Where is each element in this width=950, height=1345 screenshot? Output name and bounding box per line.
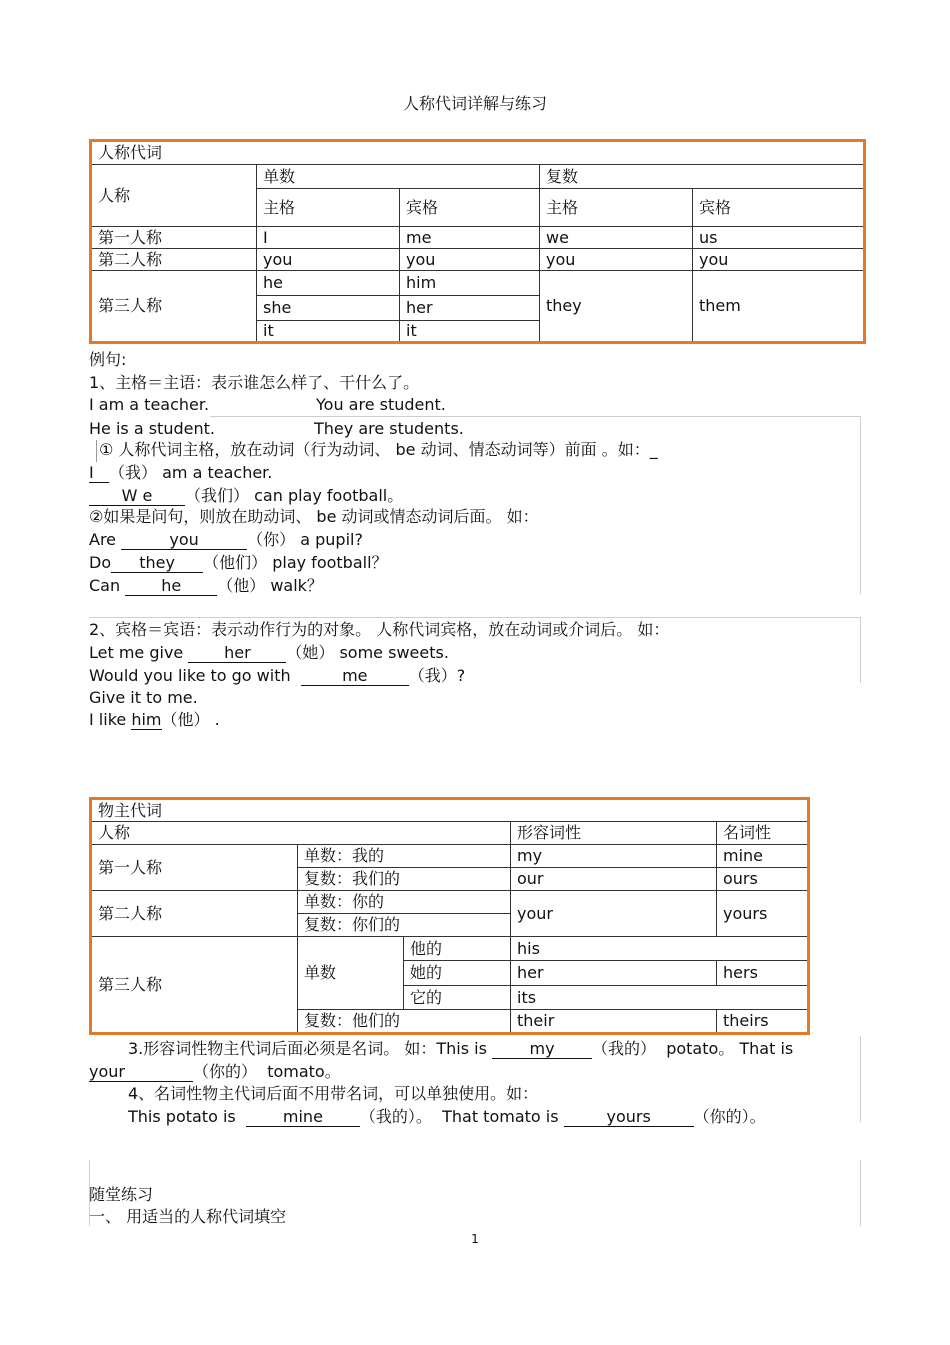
table-row: 第二人称 you you you you xyxy=(91,249,865,271)
table-row: 第一人称 单数：我的 my mine xyxy=(91,845,809,868)
subject-header: 主格 xyxy=(257,189,400,227)
example-sentence: He is a student. xyxy=(89,419,215,438)
example-sentence: I （我） am a teacher. xyxy=(89,463,273,482)
singular-header: 单数 xyxy=(257,165,540,189)
table-row: 第二人称 单数：你的 your yours xyxy=(91,891,809,914)
subject-rule-2: ②如果是问句，则放在助动词、 be 动词或情态动词后面。 如： xyxy=(89,507,539,526)
table-row: it it xyxy=(91,321,865,343)
personal-pronoun-table xyxy=(89,139,866,344)
page-number: 1 xyxy=(471,1232,479,1246)
possessive-pronoun-table xyxy=(89,797,810,1035)
adjective-header: 形容词性 xyxy=(511,822,717,845)
table-title: 物主代词 xyxy=(91,799,809,822)
example-sentence: Would you like to go with me （我）? xyxy=(89,666,466,685)
practice-item: 一、 用适当的人称代词填空 xyxy=(89,1207,287,1226)
answer-blank: her xyxy=(188,644,286,663)
example-sentence: W e （我们） can play football。 xyxy=(89,486,403,506)
plural-header: 复数 xyxy=(540,165,865,189)
answer-blank: you xyxy=(121,531,247,550)
examples-label: 例句: xyxy=(89,350,127,369)
table-row: 第三人称 单数 他的 his xyxy=(91,937,809,961)
object-header: 宾格 xyxy=(693,189,865,227)
answer-blank: mine xyxy=(246,1108,360,1127)
table-row: 它的 its xyxy=(91,986,809,1010)
example-sentence: Give it to me. xyxy=(89,688,198,707)
answer-blank: your xyxy=(89,1063,193,1082)
answer-blank: I xyxy=(89,464,109,483)
object-header: 宾格 xyxy=(400,189,540,227)
answer-blank: me xyxy=(301,667,409,686)
example-sentence: I like him（他） . xyxy=(89,710,220,729)
person-header: 人称 xyxy=(91,165,257,227)
example-sentence: You are student. xyxy=(316,395,446,414)
subject-rule-heading: 1、主格＝主语：表示谁怎么样了、干什么了。 xyxy=(89,373,420,392)
practice-title: 随堂练习 xyxy=(89,1185,154,1204)
table-row: she her xyxy=(91,296,865,321)
table-row: 她的 her hers xyxy=(91,961,809,986)
answer-blank: my xyxy=(492,1040,592,1059)
object-rule-heading: 2、宾格＝宾语：表示动作行为的对象。 人称代词宾格，放在动词或介词后。 如： xyxy=(89,620,670,639)
possessive-rule-3-cont: your （你的） tomato。 xyxy=(89,1062,341,1081)
table-title: 人称代词 xyxy=(91,141,865,165)
possessive-rule-3: 3.形容词性物主代词后面必须是名词。 如：This is my （我的） potato。 That is xyxy=(128,1039,794,1058)
subject-rule-1: ① 人称代词主格，放在动词（行为动词、 be 动词、情态动词等）前面 。如：_ xyxy=(99,440,658,459)
answer-blank: he xyxy=(125,577,217,596)
example-sentence: This potato is mine （我的）。 That tomato is yours （你的）。 xyxy=(128,1107,766,1126)
table-row: 第三人称 he him they them xyxy=(91,271,865,296)
subject-header: 主格 xyxy=(540,189,693,227)
possessive-rule-4: 4、名词性物主代词后面不用带名词，可以单独使用。如： xyxy=(128,1084,539,1103)
answer-blank: W e xyxy=(89,487,185,506)
answer-blank: him xyxy=(131,710,162,729)
table-row: 复数：他们的 their theirs xyxy=(91,1010,809,1034)
table-row: 复数：我们的 our ours xyxy=(91,868,809,891)
answer-blank: they xyxy=(111,554,203,573)
example-question: Do they （他们） play football？ xyxy=(89,553,388,572)
person-header: 人称 xyxy=(91,822,511,845)
table-row: 复数：你们的 xyxy=(91,914,809,937)
answer-blank: yours xyxy=(564,1108,694,1127)
example-sentence: I am a teacher. xyxy=(89,395,210,414)
example-sentence: They are students. xyxy=(314,419,464,438)
example-question: Can he （他） walk？ xyxy=(89,576,323,595)
example-question: Are you （你） a pupil? xyxy=(89,530,363,549)
page-title: 人称代词详解与练习 xyxy=(402,94,547,113)
noun-header: 名词性 xyxy=(717,822,809,845)
table-row: 第一人称 I me we us xyxy=(91,227,865,249)
example-sentence: Let me give her （她） some sweets. xyxy=(89,643,449,662)
